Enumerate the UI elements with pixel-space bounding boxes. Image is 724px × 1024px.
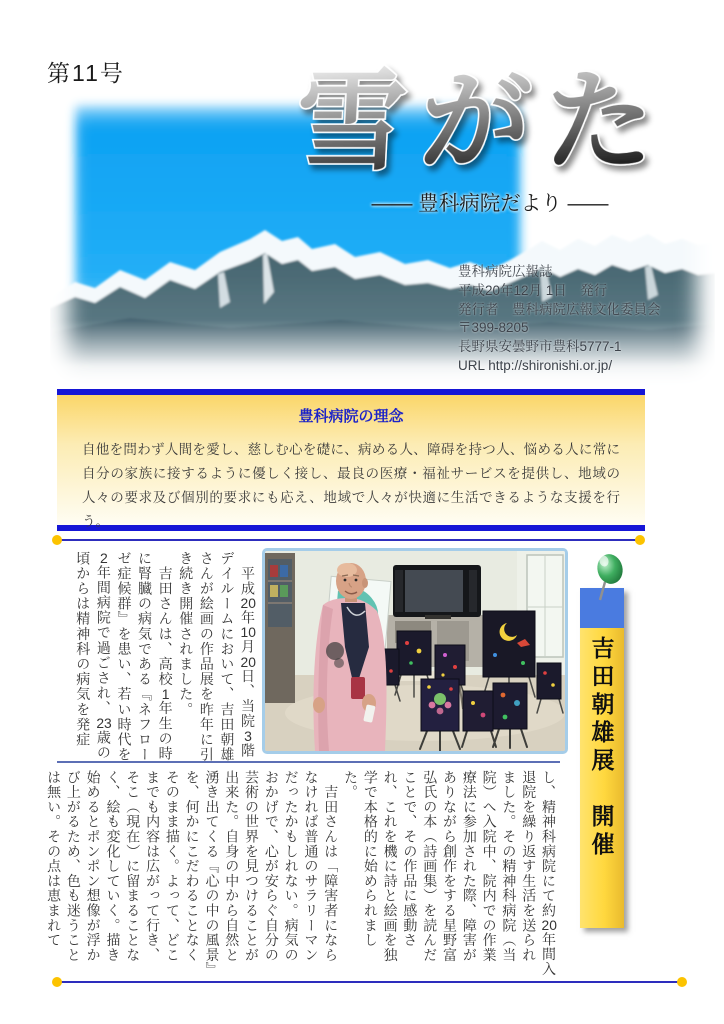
publication-info <box>458 263 661 376</box>
article-paragraph: し、精神科病院にて約20年間入退院を繰り返す生活を送られました。その精神科病院（当院）へ入院中、院内での作業療法に参加された際、障害がありながら創作をする星野富弘氏の本（詩画集）を読んだことで、その作品に感動され、これを機に詩と絵画を独学で本格的に始められました。 <box>343 770 557 977</box>
publication-line: 豊科病院広報誌 <box>458 264 553 279</box>
section-divider-bottom <box>57 981 682 983</box>
publication-url: URL http://shironishi.or.jp/ <box>458 357 613 373</box>
article-intro-text <box>70 551 258 763</box>
publication-line: 長野県安曇野市豊科5777-1 <box>458 339 622 355</box>
section-divider-top <box>57 539 640 541</box>
event-banner-label: 吉田朝雄展 開催 <box>588 636 615 860</box>
pushpin-icon <box>586 550 632 606</box>
article-body-text <box>46 770 558 977</box>
newsletter-title-art <box>292 36 682 204</box>
publication-line: 発行者 豊科病院広報文化委員会 <box>458 301 661 317</box>
issue-number: 第11号 <box>47 60 125 86</box>
publication-line: 〒399-8205 <box>458 320 529 336</box>
newsletter-title: 雪がた <box>293 57 672 186</box>
exhibition-photo-art <box>265 551 565 751</box>
article-paragraph: 吉田さんは「障害者にならなければ普通のサラリーマンだったかもしれない。病気のおかげで、心が安らぐ自分の芸術の世界を見つけることが出来た。自身の中から自然と湧き出てくる『心の中の風景』を、何かにこだわることなくそのまま描く。よって、どこまでも内容は広がって行き、そこ（現在）に留まることなく、絵も変化していく。描き始めるとポンポン想像が浮かび上がるため、色も迷うことは無い。その点は恵まれて <box>46 770 340 971</box>
philosophy-body: 自他を問わず人間を愛し、慈しむ心を礎に、病める人、障碍を持つ人、悩める人に常に自分の家族に接するように優しく接し、最良の医療・福祉サービスを提供し、地域の人々の要求及び個別的要求にも応え、地域で人々が快適に生活できるような支援を行う。 <box>82 442 620 529</box>
philosophy-title: 豊科病院の理念 <box>298 408 404 425</box>
article-paragraph: 平成20年10月20日、当院3階デイルームにおいて、吉田朝雄さんが絵画の作品展を昨年に引き続き開催されました。 <box>178 551 256 763</box>
newsletter-subtitle: ―― 豊科病院だより ―― <box>371 192 609 215</box>
photo-cabinet <box>265 553 295 703</box>
event-banner <box>580 588 624 928</box>
exhibition-photo <box>262 548 568 754</box>
article-paragraph: 吉田さんは、高校1年生の時に腎臓の病気である『ネフローゼ症候群』を患い、若い時代を2年間病院で過ごされ、23歳の頃からは精神科の病気を発症 <box>75 551 174 763</box>
publication-line: 平成20年12月 1日 発行 <box>458 282 608 298</box>
philosophy-box <box>57 389 645 531</box>
